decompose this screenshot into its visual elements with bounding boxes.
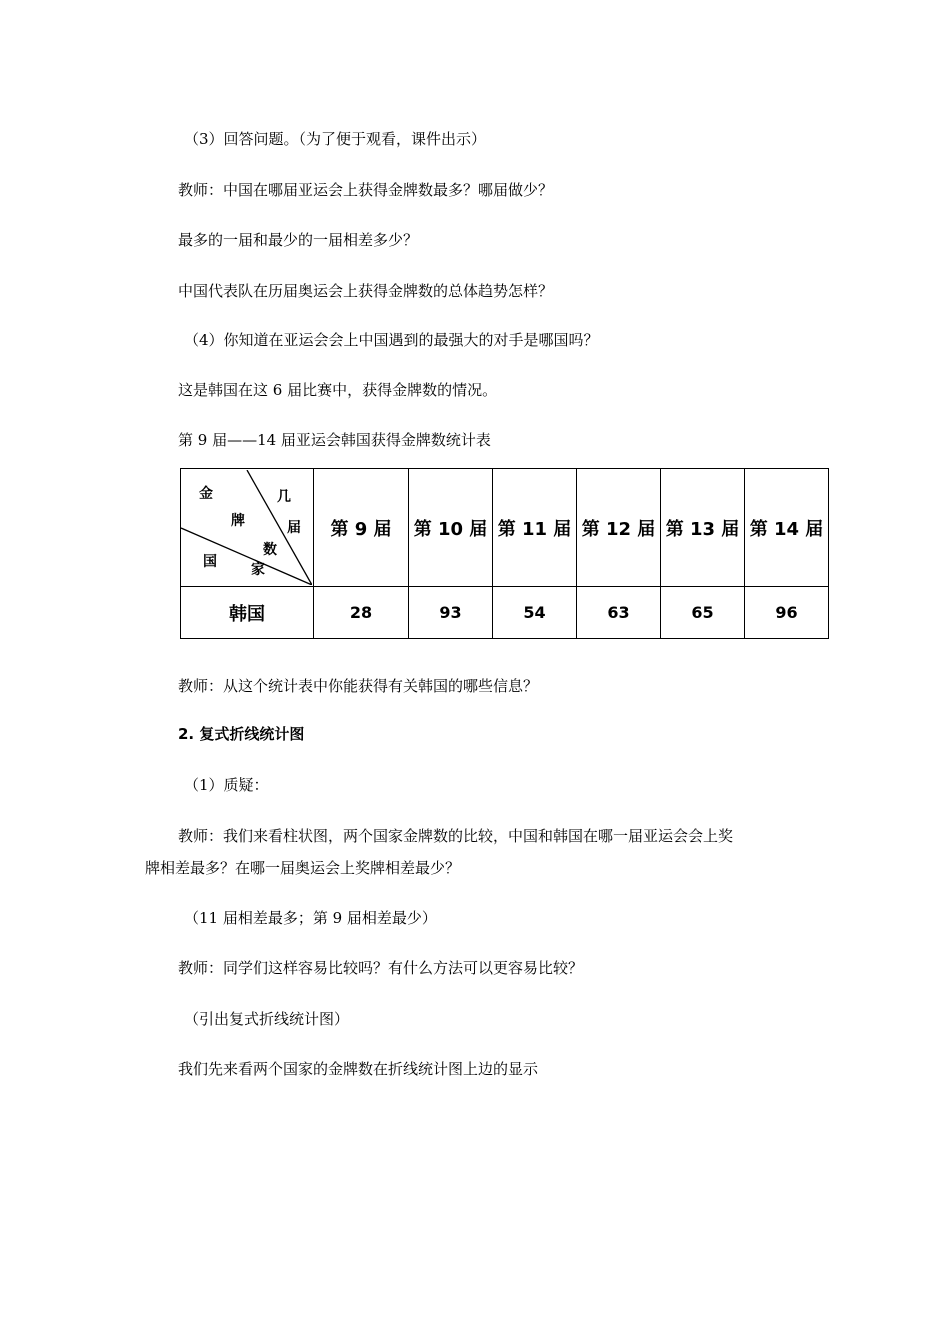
line-chart-display-intro: 我们先来看两个国家的金牌数在折线统计图上边的显示 [178, 1060, 539, 1078]
korea-intro: 这是韩国在这 6 届比赛中，获得金牌数的情况。 [178, 381, 498, 399]
teacher-bar-chart-question-line2: 牌相差最多？在哪一届奥运会上奖牌相差最少？ [145, 859, 461, 877]
teacher-question-most-least: 教师：中国在哪届亚运会上获得金牌数最多？哪届做少？ [178, 181, 554, 199]
korea-gold-medal-table [180, 468, 828, 638]
corner-label-pai: 牌 [231, 513, 245, 529]
header-session-12: 第 12 届 [577, 469, 661, 587]
header-session-10: 第 10 届 [409, 469, 493, 587]
corner-label-jin: 金 [199, 486, 213, 502]
value-session-14: 96 [745, 587, 829, 639]
header-session-14: 第 14 届 [745, 469, 829, 587]
trend-question: 中国代表队在历届奥运会上获得金牌数的总体趋势怎样？ [178, 282, 554, 300]
question-4-heading: （4）你知道在亚运会会上中国遇到的最强大的对手是哪国吗？ [184, 331, 599, 349]
teacher-easier-comparison-question: 教师：同学们这样容易比较吗？有什么方法可以更容易比较？ [178, 959, 584, 977]
table-corner-header [181, 469, 314, 587]
header-session-13: 第 13 届 [661, 469, 745, 587]
corner-label-shu: 数 [263, 542, 277, 558]
value-session-9: 28 [314, 587, 409, 639]
value-session-10: 93 [409, 587, 493, 639]
teacher-bar-chart-question-line1: 教师：我们来看柱状图，两个国家金牌数的比较，中国和韩国在哪一届亚运会会上奖 [178, 827, 734, 845]
corner-label-jie: 届 [287, 520, 301, 536]
difference-question: 最多的一届和最少的一届相差多少？ [178, 231, 419, 249]
header-session-11: 第 11 届 [493, 469, 577, 587]
answer-most-least-difference: （11 届相差最多；第 9 届相差最少） [184, 909, 437, 927]
introduce-compound-line-chart: （引出复式折线统计图） [184, 1010, 350, 1028]
value-session-12: 63 [577, 587, 661, 639]
corner-label-ji: 几 [277, 489, 291, 505]
corner-label-guo: 国 [203, 554, 217, 570]
teacher-table-info-question: 教师：从这个统计表中你能获得有关韩国的哪些信息？ [178, 677, 539, 695]
question-3-heading: （3）回答问题。（为了便于观看，课件出示） [184, 130, 487, 148]
question-1-heading: （1）质疑： [184, 776, 269, 794]
value-session-13: 65 [661, 587, 745, 639]
section-2-heading: 2. 复式折线统计图 [178, 725, 305, 743]
row-label-korea: 韩国 [181, 587, 314, 639]
corner-label-jia: 家 [251, 562, 265, 578]
table-caption: 第 9 届——14 届亚运会韩国获得金牌数统计表 [178, 431, 491, 449]
header-session-9: 第 9 届 [314, 469, 409, 587]
value-session-11: 54 [493, 587, 577, 639]
